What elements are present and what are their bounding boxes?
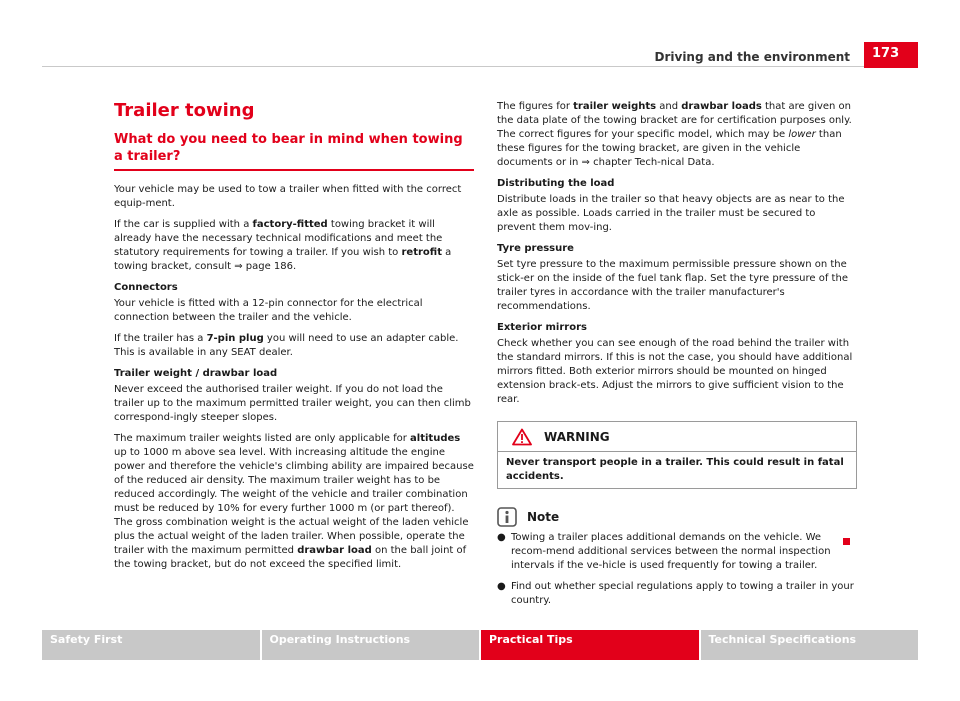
text-run: and bbox=[656, 101, 682, 112]
heading-tyre-pressure: Tyre pressure bbox=[497, 243, 574, 254]
warning-title: WARNING bbox=[544, 430, 610, 444]
note-header bbox=[497, 507, 857, 527]
note-title: Note bbox=[527, 510, 560, 524]
note-section bbox=[497, 507, 857, 608]
warning-triangle-icon bbox=[512, 428, 532, 446]
paragraph-altitudes bbox=[114, 432, 474, 572]
emphasis-factory-fitted: factory-fitted bbox=[252, 219, 328, 230]
footer-tab-safety-first[interactable]: Safety First bbox=[42, 630, 260, 660]
info-note-icon bbox=[497, 507, 517, 527]
paragraph-authorised-weight: Never exceed the authorised trailer weight. If you do not load the trailer up to the maximum permitted trailer weight, you can then climb correspond-ingly steeper slopes. bbox=[114, 384, 471, 423]
page-reference[interactable]: a towing bracket, consult ⇒ page 186. bbox=[114, 247, 452, 272]
footer-tab-technical-specifications[interactable]: Technical Specifications bbox=[701, 630, 919, 660]
footer-tab-practical-tips[interactable]: Practical Tips bbox=[481, 630, 699, 660]
bullet-dot-icon: ● bbox=[497, 581, 506, 592]
text-run: The maximum trailer weights listed are only applicable for bbox=[114, 433, 411, 444]
warning-header bbox=[498, 422, 856, 451]
note-bullet bbox=[497, 580, 857, 608]
paragraph-intro: Your vehicle may be used to tow a trailer when fitted with the correct equip-ment. bbox=[114, 184, 462, 209]
paragraph-adapter bbox=[114, 332, 474, 360]
subtitle-underline bbox=[114, 169, 474, 171]
section-end-marker bbox=[843, 538, 850, 545]
note-bullet-text: Find out whether special regulations apply to towing a trailer in your country. bbox=[511, 581, 854, 606]
emphasis-retrofit: retrofit bbox=[401, 247, 442, 258]
chapter-reference[interactable]: than these figures for the towing bracket, are given in the vehicle documents or in ⇒ chapter Tech-nical Data. bbox=[497, 129, 842, 168]
warning-box bbox=[497, 421, 857, 489]
section-subtitle: What do you need to bear in mind when towing a trailer? bbox=[114, 132, 463, 164]
note-bullet-text: Towing a trailer places additional demands on the vehicle. We recom-mend additional services between the normal inspection intervals if the ve-hicle is used frequently for towing a trailer. bbox=[511, 532, 831, 571]
paragraph-tyre-pressure: Set tyre pressure to the maximum permissible pressure shown on the stick-er on the inside of the fuel tank flap. Set the tyre pressure of the trailer tyres in accordance with the trailer manufacturer's recommendations. bbox=[497, 259, 848, 312]
page-number: 173 bbox=[864, 42, 918, 68]
emphasis-lower: lower bbox=[788, 129, 816, 140]
header-divider bbox=[42, 66, 864, 67]
paragraph-connectors: Your vehicle is fitted with a 12-pin connector for the electrical connection between the trailer and the vehicle. bbox=[114, 298, 423, 323]
left-column bbox=[114, 100, 474, 579]
emphasis-altitudes: altitudes bbox=[410, 433, 461, 444]
note-bullet bbox=[497, 531, 857, 573]
text-run: If the car is supplied with a bbox=[114, 219, 253, 230]
footer-tab-operating-instructions[interactable]: Operating Instructions bbox=[262, 630, 480, 660]
emphasis-trailer-weights: trailer weights bbox=[573, 101, 657, 112]
emphasis-drawbar-load: drawbar load bbox=[297, 545, 372, 556]
warning-text: Never transport people in a trailer. This could result in fatal accidents. bbox=[498, 451, 856, 488]
text-run: on the ball joint of the towing bracket, but do not exceed the specified limit. bbox=[114, 545, 467, 570]
paragraph-figures bbox=[497, 100, 857, 170]
heading-connectors: Connectors bbox=[114, 282, 178, 293]
heading-distributing-load: Distributing the load bbox=[497, 178, 615, 189]
paragraph-exterior-mirrors: Check whether you can see enough of the road behind the trailer with the standard mirrors. If this is not the case, you should have additional mirrors fitted. Both exterior mirrors should be mounted on hinged extension brack-ets. Adjust the mirrors to give sufficient vision to the rear. bbox=[497, 338, 853, 405]
heading-trailer-weight: Trailer weight / drawbar load bbox=[114, 368, 278, 379]
emphasis-drawbar-loads: drawbar loads bbox=[681, 101, 762, 112]
paragraph-distributing-load: Distribute loads in the trailer so that heavy objects are as near to the axle as possible. Loads carried in the trailer must be secured to prevent them mov-ing. bbox=[497, 194, 845, 233]
bullet-dot-icon: ● bbox=[497, 532, 506, 543]
text-run: that are given on the data plate of the towing bracket are for certification purposes only. The correct figures for your specific model, which may be bbox=[497, 101, 852, 140]
text-run: up to 1000 m above sea level. With increasing altitude the engine power and therefore the vehicle's climbing ability are impaired because of the reduced air density. The maximum trailer weight has to be reduced accordingly. The weight of the vehicle and trailer combination must be reduced by 10% for every further 1000 m (or part thereof). The gross combination weight is the actual weight of the laden vehicle plus the actual weight of the laden trailer. When possible, operate the trailer with the maximum permitted bbox=[114, 447, 474, 556]
header-title: Driving and the environment bbox=[654, 50, 850, 64]
text-run: The figures for bbox=[497, 101, 574, 112]
text-run: If the trailer has a bbox=[114, 333, 207, 344]
heading-exterior-mirrors: Exterior mirrors bbox=[497, 322, 587, 333]
right-column bbox=[497, 100, 857, 615]
text-run: towing bracket it will already have the necessary technical modifications and meet the statutory requirements for towing a trailer. If you wish to bbox=[114, 219, 443, 258]
paragraph-factory-fitted bbox=[114, 218, 474, 274]
text-run: you will need to use an adapter cable. This is available in any SEAT dealer. bbox=[114, 333, 459, 358]
emphasis-7-pin-plug: 7-pin plug bbox=[206, 333, 264, 344]
footer-navigation bbox=[42, 630, 918, 660]
section-title: Trailer towing bbox=[114, 100, 255, 121]
